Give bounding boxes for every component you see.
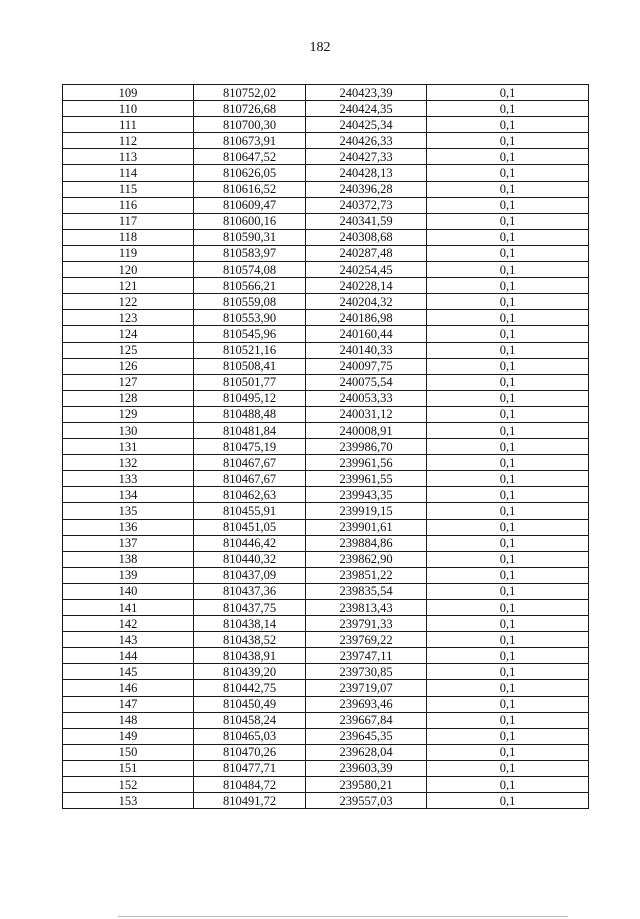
coordinates-table: [62, 84, 589, 809]
x-coordinate-cell: 810495,12: [194, 390, 306, 406]
x-coordinate-cell: 810470,26: [194, 744, 306, 760]
point-number-cell: 137: [63, 535, 194, 551]
table-row: [63, 213, 589, 229]
point-number-cell: 115: [63, 181, 194, 197]
point-number-cell: 123: [63, 310, 194, 326]
table-row: [63, 777, 589, 793]
point-number-cell: 118: [63, 229, 194, 245]
y-coordinate-cell: 240254,45: [306, 262, 427, 278]
point-number-cell: 134: [63, 487, 194, 503]
table-row: [63, 648, 589, 664]
table-row: [63, 551, 589, 567]
point-number-cell: 140: [63, 583, 194, 599]
table-row: [63, 229, 589, 245]
error-value-cell: 0,1: [427, 712, 589, 728]
table-row: [63, 583, 589, 599]
table-row: [63, 245, 589, 261]
x-coordinate-cell: 810508,41: [194, 358, 306, 374]
point-number-cell: 151: [63, 760, 194, 776]
error-value-cell: 0,1: [427, 648, 589, 664]
error-value-cell: 0,1: [427, 519, 589, 535]
table-row: [63, 680, 589, 696]
error-value-cell: 0,1: [427, 262, 589, 278]
x-coordinate-cell: 810446,42: [194, 535, 306, 551]
error-value-cell: 0,1: [427, 101, 589, 117]
x-coordinate-cell: 810440,32: [194, 551, 306, 567]
y-coordinate-cell: 239747,11: [306, 648, 427, 664]
table-row: [63, 744, 589, 760]
point-number-cell: 113: [63, 149, 194, 165]
y-coordinate-cell: 239961,55: [306, 471, 427, 487]
table-row: [63, 85, 589, 101]
x-coordinate-cell: 810559,08: [194, 294, 306, 310]
x-coordinate-cell: 810467,67: [194, 471, 306, 487]
x-coordinate-cell: 810752,02: [194, 85, 306, 101]
point-number-cell: 147: [63, 696, 194, 712]
error-value-cell: 0,1: [427, 793, 589, 809]
point-number-cell: 119: [63, 245, 194, 261]
x-coordinate-cell: 810437,36: [194, 583, 306, 599]
y-coordinate-cell: 240424,35: [306, 101, 427, 117]
table-row: [63, 310, 589, 326]
point-number-cell: 135: [63, 503, 194, 519]
x-coordinate-cell: 810600,16: [194, 213, 306, 229]
error-value-cell: 0,1: [427, 535, 589, 551]
y-coordinate-cell: 240053,33: [306, 390, 427, 406]
table-row: [63, 294, 589, 310]
y-coordinate-cell: 240204,32: [306, 294, 427, 310]
table-row: [63, 503, 589, 519]
x-coordinate-cell: 810583,97: [194, 245, 306, 261]
error-value-cell: 0,1: [427, 664, 589, 680]
error-value-cell: 0,1: [427, 342, 589, 358]
x-coordinate-cell: 810450,49: [194, 696, 306, 712]
x-coordinate-cell: 810647,52: [194, 149, 306, 165]
y-coordinate-cell: 239862,90: [306, 551, 427, 567]
table-row: [63, 262, 589, 278]
x-coordinate-cell: 810438,14: [194, 616, 306, 632]
point-number-cell: 143: [63, 632, 194, 648]
error-value-cell: 0,1: [427, 551, 589, 567]
y-coordinate-cell: 240396,28: [306, 181, 427, 197]
y-coordinate-cell: 239580,21: [306, 777, 427, 793]
error-value-cell: 0,1: [427, 117, 589, 133]
point-number-cell: 153: [63, 793, 194, 809]
x-coordinate-cell: 810616,52: [194, 181, 306, 197]
x-coordinate-cell: 810481,84: [194, 422, 306, 438]
point-number-cell: 150: [63, 744, 194, 760]
error-value-cell: 0,1: [427, 133, 589, 149]
x-coordinate-cell: 810438,91: [194, 648, 306, 664]
y-coordinate-cell: 240341,59: [306, 213, 427, 229]
error-value-cell: 0,1: [427, 390, 589, 406]
x-coordinate-cell: 810545,96: [194, 326, 306, 342]
error-value-cell: 0,1: [427, 213, 589, 229]
error-value-cell: 0,1: [427, 278, 589, 294]
error-value-cell: 0,1: [427, 600, 589, 616]
point-number-cell: 130: [63, 422, 194, 438]
table-row: [63, 406, 589, 422]
y-coordinate-cell: 239901,61: [306, 519, 427, 535]
point-number-cell: 124: [63, 326, 194, 342]
x-coordinate-cell: 810437,75: [194, 600, 306, 616]
table-row: [63, 165, 589, 181]
error-value-cell: 0,1: [427, 503, 589, 519]
table-row: [63, 390, 589, 406]
x-coordinate-cell: 810521,16: [194, 342, 306, 358]
y-coordinate-cell: 240031,12: [306, 406, 427, 422]
point-number-cell: 121: [63, 278, 194, 294]
coordinates-table-body: [63, 85, 589, 809]
table-row: [63, 664, 589, 680]
error-value-cell: 0,1: [427, 680, 589, 696]
x-coordinate-cell: 810484,72: [194, 777, 306, 793]
error-value-cell: 0,1: [427, 406, 589, 422]
y-coordinate-cell: 239628,04: [306, 744, 427, 760]
point-number-cell: 144: [63, 648, 194, 664]
point-number-cell: 122: [63, 294, 194, 310]
error-value-cell: 0,1: [427, 181, 589, 197]
x-coordinate-cell: 810626,05: [194, 165, 306, 181]
y-coordinate-cell: 239730,85: [306, 664, 427, 680]
y-coordinate-cell: 239943,35: [306, 487, 427, 503]
error-value-cell: 0,1: [427, 696, 589, 712]
table-row: [63, 455, 589, 471]
x-coordinate-cell: 810477,71: [194, 760, 306, 776]
point-number-cell: 112: [63, 133, 194, 149]
error-value-cell: 0,1: [427, 728, 589, 744]
point-number-cell: 116: [63, 197, 194, 213]
table-row: [63, 567, 589, 583]
point-number-cell: 129: [63, 406, 194, 422]
error-value-cell: 0,1: [427, 455, 589, 471]
point-number-cell: 136: [63, 519, 194, 535]
table-row: [63, 728, 589, 744]
point-number-cell: 133: [63, 471, 194, 487]
y-coordinate-cell: 240160,44: [306, 326, 427, 342]
table-row: [63, 133, 589, 149]
x-coordinate-cell: 810439,20: [194, 664, 306, 680]
point-number-cell: 138: [63, 551, 194, 567]
x-coordinate-cell: 810475,19: [194, 439, 306, 455]
x-coordinate-cell: 810700,30: [194, 117, 306, 133]
x-coordinate-cell: 810566,21: [194, 278, 306, 294]
x-coordinate-cell: 810451,05: [194, 519, 306, 535]
y-coordinate-cell: 240428,13: [306, 165, 427, 181]
y-coordinate-cell: 240228,14: [306, 278, 427, 294]
error-value-cell: 0,1: [427, 616, 589, 632]
point-number-cell: 117: [63, 213, 194, 229]
error-value-cell: 0,1: [427, 583, 589, 599]
x-coordinate-cell: 810437,09: [194, 567, 306, 583]
table-row: [63, 471, 589, 487]
y-coordinate-cell: 240372,73: [306, 197, 427, 213]
y-coordinate-cell: 239851,22: [306, 567, 427, 583]
y-coordinate-cell: 240425,34: [306, 117, 427, 133]
point-number-cell: 139: [63, 567, 194, 583]
y-coordinate-cell: 239961,56: [306, 455, 427, 471]
table-row: [63, 342, 589, 358]
table-row: [63, 519, 589, 535]
x-coordinate-cell: 810467,67: [194, 455, 306, 471]
point-number-cell: 120: [63, 262, 194, 278]
error-value-cell: 0,1: [427, 471, 589, 487]
point-number-cell: 109: [63, 85, 194, 101]
error-value-cell: 0,1: [427, 197, 589, 213]
table-row: [63, 616, 589, 632]
point-number-cell: 146: [63, 680, 194, 696]
point-number-cell: 110: [63, 101, 194, 117]
y-coordinate-cell: 240075,54: [306, 374, 427, 390]
point-number-cell: 126: [63, 358, 194, 374]
y-coordinate-cell: 240008,91: [306, 422, 427, 438]
error-value-cell: 0,1: [427, 85, 589, 101]
table-row: [63, 712, 589, 728]
error-value-cell: 0,1: [427, 149, 589, 165]
page-number: 182: [309, 40, 331, 55]
error-value-cell: 0,1: [427, 326, 589, 342]
error-value-cell: 0,1: [427, 439, 589, 455]
table-row: [63, 358, 589, 374]
table-row: [63, 101, 589, 117]
error-value-cell: 0,1: [427, 760, 589, 776]
y-coordinate-cell: 239813,43: [306, 600, 427, 616]
table-row: [63, 632, 589, 648]
table-row: [63, 197, 589, 213]
table-row: [63, 117, 589, 133]
error-value-cell: 0,1: [427, 567, 589, 583]
error-value-cell: 0,1: [427, 245, 589, 261]
x-coordinate-cell: 810501,77: [194, 374, 306, 390]
y-coordinate-cell: 239693,46: [306, 696, 427, 712]
y-coordinate-cell: 240186,98: [306, 310, 427, 326]
table-row: [63, 535, 589, 551]
point-number-cell: 125: [63, 342, 194, 358]
y-coordinate-cell: 240427,33: [306, 149, 427, 165]
error-value-cell: 0,1: [427, 422, 589, 438]
error-value-cell: 0,1: [427, 632, 589, 648]
point-number-cell: 128: [63, 390, 194, 406]
y-coordinate-cell: 240426,33: [306, 133, 427, 149]
table-row: [63, 439, 589, 455]
x-coordinate-cell: 810458,24: [194, 712, 306, 728]
point-number-cell: 131: [63, 439, 194, 455]
y-coordinate-cell: 239719,07: [306, 680, 427, 696]
x-coordinate-cell: 810438,52: [194, 632, 306, 648]
x-coordinate-cell: 810442,75: [194, 680, 306, 696]
error-value-cell: 0,1: [427, 777, 589, 793]
point-number-cell: 145: [63, 664, 194, 680]
point-number-cell: 148: [63, 712, 194, 728]
error-value-cell: 0,1: [427, 744, 589, 760]
error-value-cell: 0,1: [427, 165, 589, 181]
x-coordinate-cell: 810574,08: [194, 262, 306, 278]
y-coordinate-cell: 240423,39: [306, 85, 427, 101]
table-row: [63, 793, 589, 809]
x-coordinate-cell: 810553,90: [194, 310, 306, 326]
error-value-cell: 0,1: [427, 358, 589, 374]
table-row: [63, 181, 589, 197]
y-coordinate-cell: 239645,35: [306, 728, 427, 744]
error-value-cell: 0,1: [427, 310, 589, 326]
point-number-cell: 152: [63, 777, 194, 793]
y-coordinate-cell: 239986,70: [306, 439, 427, 455]
x-coordinate-cell: 810609,47: [194, 197, 306, 213]
x-coordinate-cell: 810465,03: [194, 728, 306, 744]
table-row: [63, 600, 589, 616]
x-coordinate-cell: 810462,63: [194, 487, 306, 503]
y-coordinate-cell: 239667,84: [306, 712, 427, 728]
x-coordinate-cell: 810455,91: [194, 503, 306, 519]
y-coordinate-cell: 239919,15: [306, 503, 427, 519]
point-number-cell: 142: [63, 616, 194, 632]
error-value-cell: 0,1: [427, 229, 589, 245]
y-coordinate-cell: 239791,33: [306, 616, 427, 632]
y-coordinate-cell: 240308,68: [306, 229, 427, 245]
table-row: [63, 149, 589, 165]
y-coordinate-cell: 239835,54: [306, 583, 427, 599]
error-value-cell: 0,1: [427, 487, 589, 503]
scan-edge-line: [118, 916, 568, 917]
y-coordinate-cell: 239769,22: [306, 632, 427, 648]
point-number-cell: 149: [63, 728, 194, 744]
x-coordinate-cell: 810491,72: [194, 793, 306, 809]
table-row: [63, 760, 589, 776]
x-coordinate-cell: 810488,48: [194, 406, 306, 422]
y-coordinate-cell: 239557,03: [306, 793, 427, 809]
point-number-cell: 114: [63, 165, 194, 181]
x-coordinate-cell: 810726,68: [194, 101, 306, 117]
error-value-cell: 0,1: [427, 294, 589, 310]
point-number-cell: 127: [63, 374, 194, 390]
error-value-cell: 0,1: [427, 374, 589, 390]
y-coordinate-cell: 239603,39: [306, 760, 427, 776]
table-row: [63, 326, 589, 342]
y-coordinate-cell: 239884,86: [306, 535, 427, 551]
x-coordinate-cell: 810673,91: [194, 133, 306, 149]
table-row: [63, 278, 589, 294]
y-coordinate-cell: 240140,33: [306, 342, 427, 358]
point-number-cell: 111: [63, 117, 194, 133]
y-coordinate-cell: 240097,75: [306, 358, 427, 374]
table-row: [63, 374, 589, 390]
x-coordinate-cell: 810590,31: [194, 229, 306, 245]
point-number-cell: 141: [63, 600, 194, 616]
table-row: [63, 422, 589, 438]
table-row: [63, 487, 589, 503]
y-coordinate-cell: 240287,48: [306, 245, 427, 261]
point-number-cell: 132: [63, 455, 194, 471]
table-row: [63, 696, 589, 712]
